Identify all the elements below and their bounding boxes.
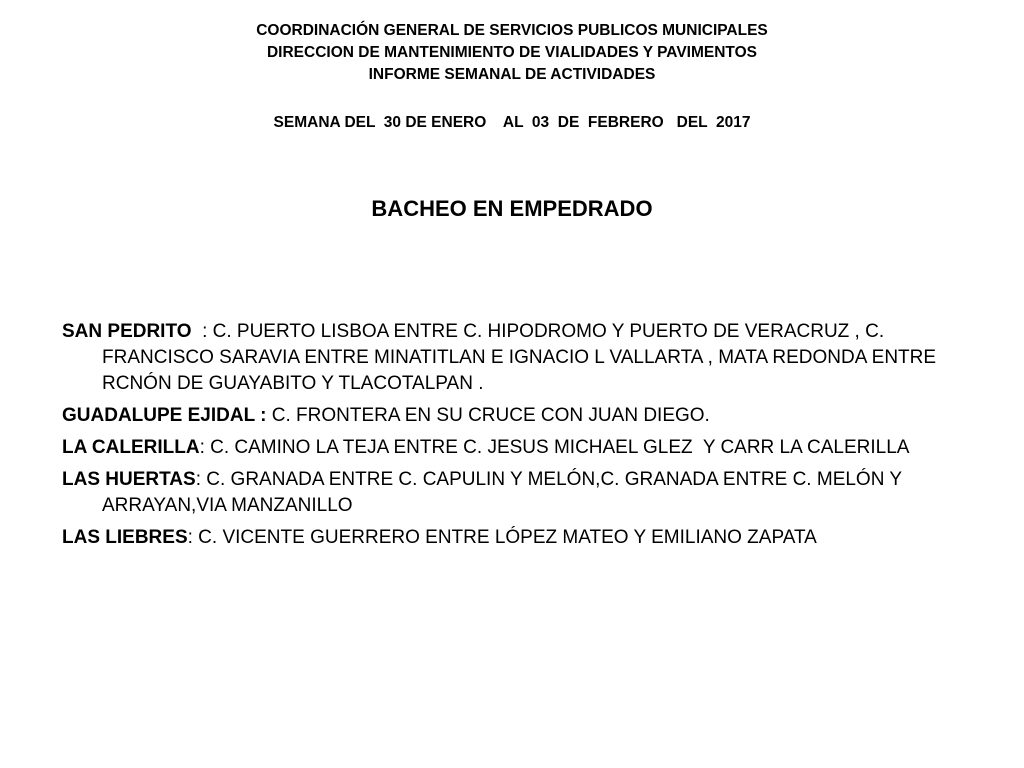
activity-description: : C. GRANADA ENTRE C. CAPULIN Y MELÓN,C. GRANADA ENTRE C. MELÓN Y ARRAYAN,VIA MANZANILLO <box>102 469 906 516</box>
colonia-name: LA CALERILLA <box>62 437 200 458</box>
header-line-direction: DIRECCION DE MANTENIMIENTO DE VIALIDADES Y PAVIMENTOS <box>266 44 758 61</box>
week-range: SEMANA DEL 30 DE ENERO AL 03 DE FEBRERO DEL 2017 <box>273 114 751 131</box>
colonia-name: SAN PEDRITO <box>62 321 192 342</box>
activity-description: C. FRONTERA EN SU CRUCE CON JUAN DIEGO. <box>266 405 710 426</box>
section-title: BACHEO EN EMPEDRADO <box>371 196 653 221</box>
activity-entry <box>62 319 962 397</box>
activity-entry <box>62 403 962 429</box>
header-line-coordination: COORDINACIÓN GENERAL DE SERVICIOS PUBLICOS MUNICIPALES <box>256 22 768 39</box>
activity-entry <box>62 467 962 519</box>
activity-description: : C. PUERTO LISBOA ENTRE C. HIPODROMO Y PUERTO DE VERACRUZ , C. FRANCISCO SARAVIA ENTRE MINATITLAN E IGNACIO L VALLARTA , MATA REDONDA ENTRE RCNÓN DE GUAYABITO Y TLACOTALPAN . <box>102 321 942 394</box>
colonia-name: LAS HUERTAS <box>62 469 196 490</box>
activity-entry <box>62 525 962 551</box>
colonia-name: LAS LIEBRES <box>62 527 188 548</box>
activity-list <box>62 319 962 557</box>
activity-description: : C. CAMINO LA TEJA ENTRE C. JESUS MICHAEL GLEZ Y CARR LA CALERILLA <box>199 437 910 458</box>
colonia-name: GUADALUPE EJIDAL : <box>62 405 267 426</box>
header-line-report: INFORME SEMANAL DE ACTIVIDADES <box>368 66 656 83</box>
activity-description: : C. VICENTE GUERRERO ENTRE LÓPEZ MATEO Y EMILIANO ZAPATA <box>187 527 817 548</box>
document-header <box>0 20 1024 86</box>
activity-entry <box>62 435 962 461</box>
